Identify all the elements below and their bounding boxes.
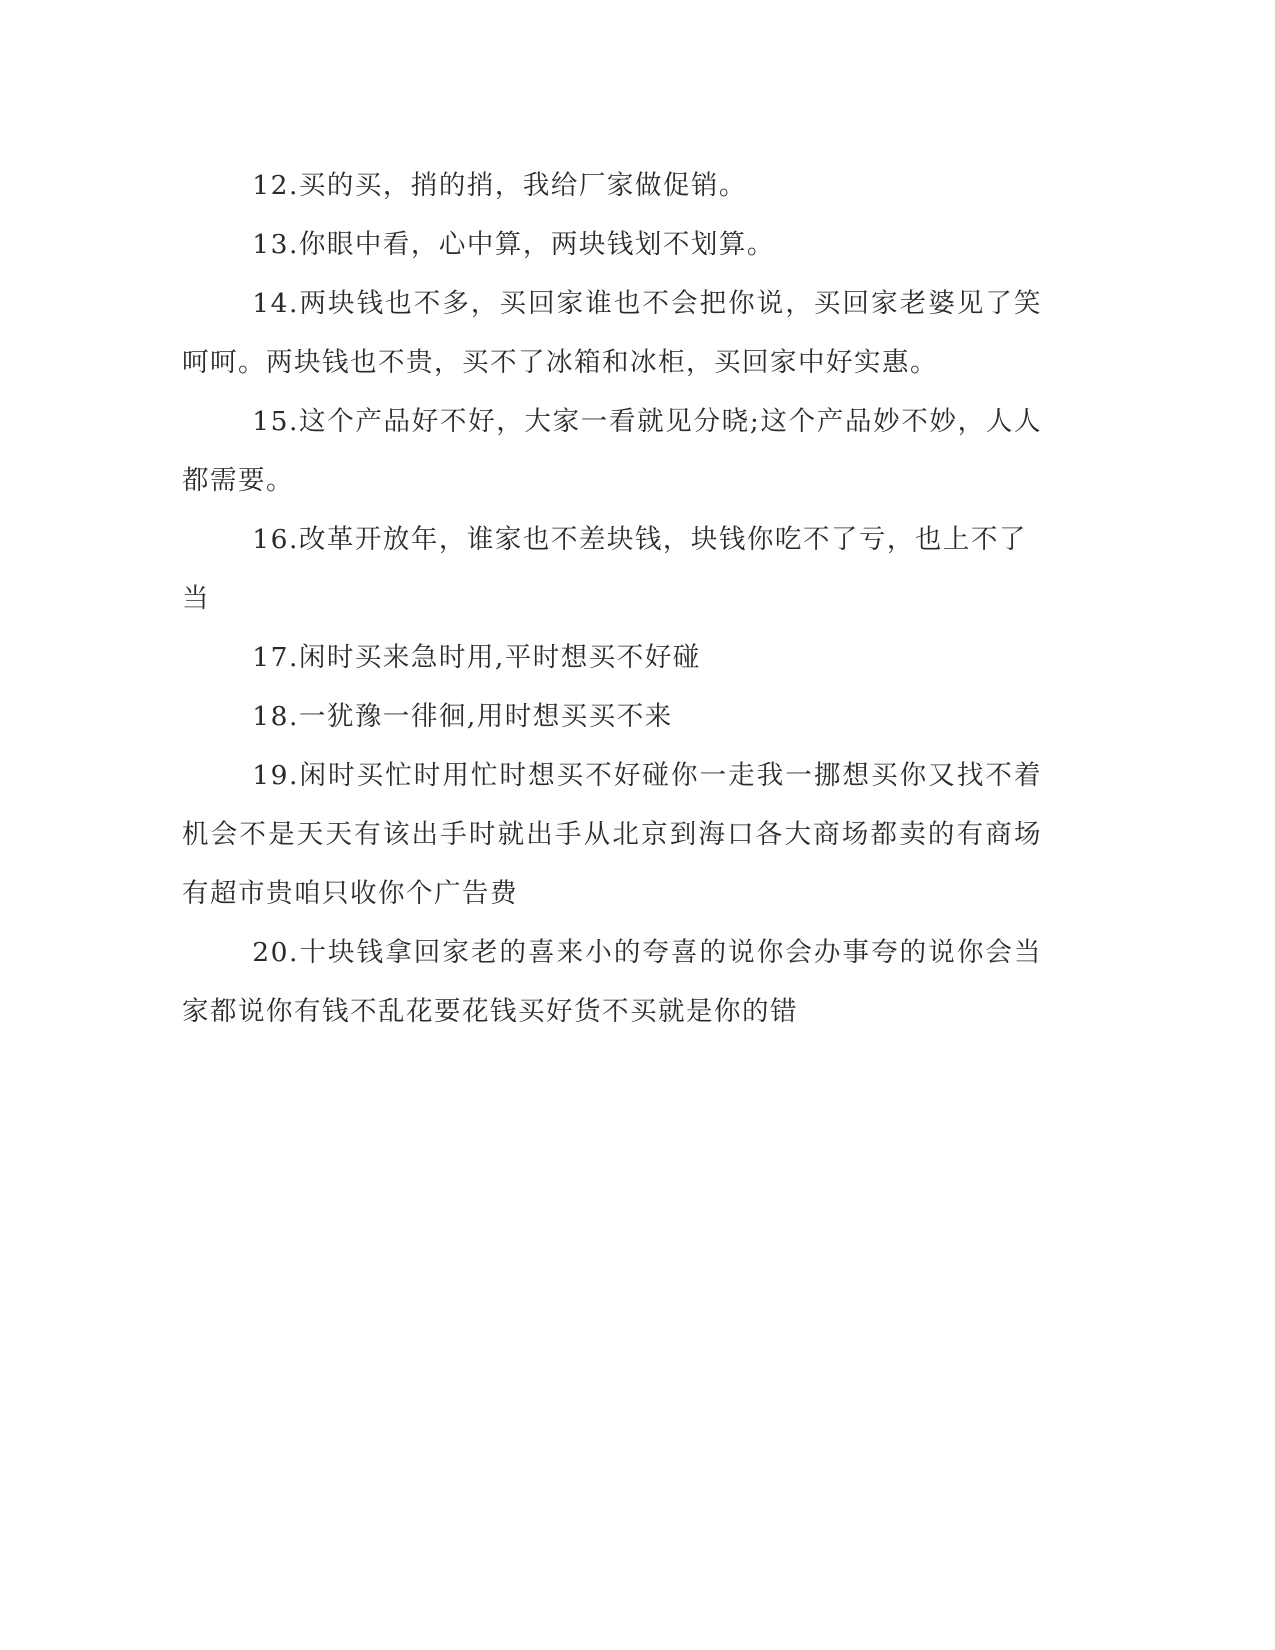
document-body [182,156,1042,1041]
paragraph-16: 16.改革开放年，谁家也不差块钱，块钱你吃不了亏，也上不了当 [182,524,1027,614]
paragraph-13: 13.你眼中看，心中算，两块钱划不划算。 [252,229,775,260]
paragraph-14: 14.两块钱也不多，买回家谁也不会把你说，买回家老婆见了笑呵呵。两块钱也不贵，买不了冰箱和冰柜，买回家中好实惠。 [182,288,1042,378]
paragraph-12: 12.买的买，捎的捎，我给厂家做促销。 [252,170,747,201]
paragraph-15: 15.这个产品好不好，大家一看就见分晓;这个产品妙不妙，人人都需要。 [182,406,1042,496]
paragraph-17: 17.闲时买来急时用,平时想买不好碰 [252,642,701,673]
paragraph-19: 19.闲时买忙时用忙时想买不好碰你一走我一挪想买你又找不着机会不是天天有该出手时就出手从北京到海口各大商场都卖的有商场有超市贵咱只收你个广告费 [182,760,1042,909]
paragraph-20: 20.十块钱拿回家老的喜来小的夸喜的说你会办事夸的说你会当家都说你有钱不乱花要花钱买好货不买就是你的错 [182,937,1042,1027]
paragraph-18: 18.一犹豫一徘徊,用时想买买不来 [252,701,673,732]
